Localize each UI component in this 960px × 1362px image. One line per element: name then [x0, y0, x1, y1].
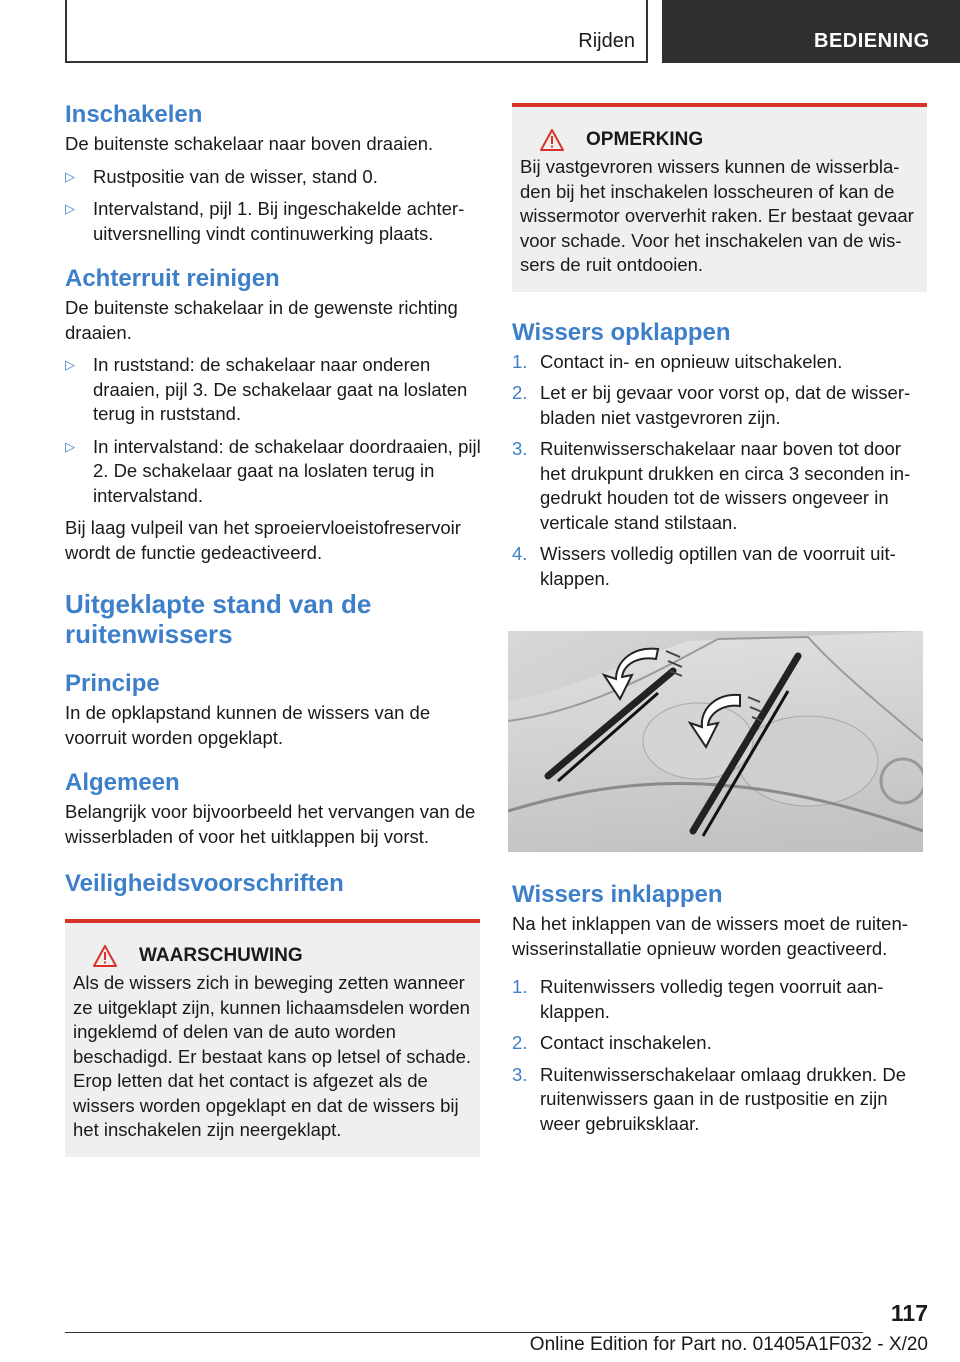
warning-box: [65, 919, 480, 1157]
heading-opklappen: Wissers opklappen: [512, 318, 731, 346]
paragraph-achterruit: De buitenste schakelaar in de gewenste richting draaien.: [65, 297, 458, 343]
list-item: 1. Ruitenwissers volledig tegen voorruit aanklappen.: [512, 976, 884, 1022]
right-column-lower: [512, 880, 928, 1136]
list-item: 3. Ruitenwisserschakelaar omlaag drukken. De ruitenwissers gaan in de rustpositie en zijn weer gebruiksklaar.: [512, 1063, 907, 1134]
wiper-illustration-graphic: [508, 631, 923, 852]
list-item: ▷ In intervalstand: de schakelaar doordraaien, pijl 2. De schakelaar gaat na loslaten terug in intervalstand.: [65, 435, 481, 506]
edition-line: Online Edition for Part no. 01405A1F032 - X/20: [529, 1334, 928, 1355]
right-column: [512, 103, 928, 591]
list-item: ▷ In ruststand: de schakelaar naar onderen draaien, pijl 3. De schakelaar gaat na loslaten terug in ruststand.: [65, 354, 468, 424]
steps-opklappen: [512, 350, 928, 592]
header-chapter-tab: BEDIENING: [662, 0, 960, 63]
heading-uitgeklapte-stand: Uitgeklapte stand van de ruitenwissers: [65, 589, 372, 649]
steps-inklappen: [512, 975, 928, 1136]
wiper-illustration: [508, 631, 923, 852]
paragraph-inschakelen: De buitenste schakelaar naar boven draaien.: [65, 133, 434, 154]
footer-divider: [65, 1332, 863, 1333]
triangle-right-bullet-icon: ▷: [65, 357, 75, 372]
note-title: OPMERKING: [586, 129, 704, 150]
list-item: 4. Wissers volledig optillen van de voorruit uitklappen.: [512, 543, 896, 589]
paragraph-algemeen: Belangrijk voor bijvoorbeeld het vervangen van de wisserbladen of voor het uitklappen bij vorst.: [65, 801, 476, 847]
list-item: 2. Let er bij gevaar voor vorst op, dat de wisserbladen niet vastgevroren zijn.: [512, 382, 911, 428]
triangle-right-bullet-icon: ▷: [65, 438, 75, 454]
header-section-title: Rijden: [578, 30, 635, 52]
list-item: ▷ Rustpositie van de wisser, stand 0.: [65, 165, 481, 190]
heading-principe: Principe: [65, 670, 160, 697]
triangle-right-bullet-icon: ▷: [65, 201, 75, 216]
bullet-list-achterruit: [65, 353, 481, 508]
paragraph-inklappen: Na het inklappen van de wissers moet de ruitenwisserinstallatie opnieuw worden geactiveerd.: [512, 913, 908, 959]
note-header: [520, 129, 919, 151]
bullet-list-inschakelen: [65, 165, 481, 247]
list-item: ▷ Intervalstand, pijl 1. Bij ingeschakelde achteruitversnelling vindt continuwerking plaats.: [65, 198, 465, 244]
heading-algemeen: Algemeen: [65, 769, 180, 796]
list-item: 3. Ruitenwisserschakelaar naar boven tot door het drukpunt drukken en circa 3 seconden ingedrukt houden tot de wissers ongeveer in verticale stand stilstaan.: [512, 438, 911, 533]
heading-inschakelen: Inschakelen: [65, 101, 203, 128]
warning-text: Als de wissers zich in beweging zetten wanneer ze uitgeklapt zijn, kunnen lichaamsdelen worden ingeklemd of delen van de auto worden beschadigd. Er bestaat kans op letsel of schade. Erop letten dat het contact is afgezet als de wissers worden opgeklapt en dat de wissers bij het inschakelen zijn neergeklapt.: [73, 972, 472, 1140]
warning-triangle-icon: [540, 129, 564, 151]
header-frame: [65, 0, 648, 63]
left-column: [65, 100, 481, 1157]
page-number: 117: [890, 1300, 928, 1326]
warning-title: WAARSCHUWING: [139, 945, 303, 966]
paragraph-principe: In de opklapstand kunnen de wissers van de voorruit worden opgeklapt.: [65, 702, 431, 748]
warning-triangle-icon: [93, 945, 117, 967]
triangle-right-bullet-icon: ▷: [65, 168, 75, 184]
heading-achterruit: Achterruit reinigen: [65, 265, 280, 292]
paragraph-vulpeil: Bij laag vulpeil van het sproeiervloeistofreservoir wordt de functie gedeactiveerd.: [65, 517, 461, 563]
warning-header: [73, 945, 472, 967]
heading-inklappen: Wissers inklappen: [512, 881, 723, 908]
note-text: Bij vastgevroren wissers kunnen de wisserbladen bij het inschakelen losscheuren of kan de wissermotor oververhit raken. Er bestaat gevaar voor schade. Voor het inschakelen van de wissers de ruit ontdooien.: [520, 156, 914, 275]
heading-veiligheid: Veiligheidsvoorschriften: [65, 870, 344, 897]
list-item: 2. Contact inschakelen.: [512, 1032, 712, 1053]
note-box: [512, 103, 927, 292]
list-item: 1. Contact in- en opnieuw uitschakelen.: [512, 350, 843, 372]
